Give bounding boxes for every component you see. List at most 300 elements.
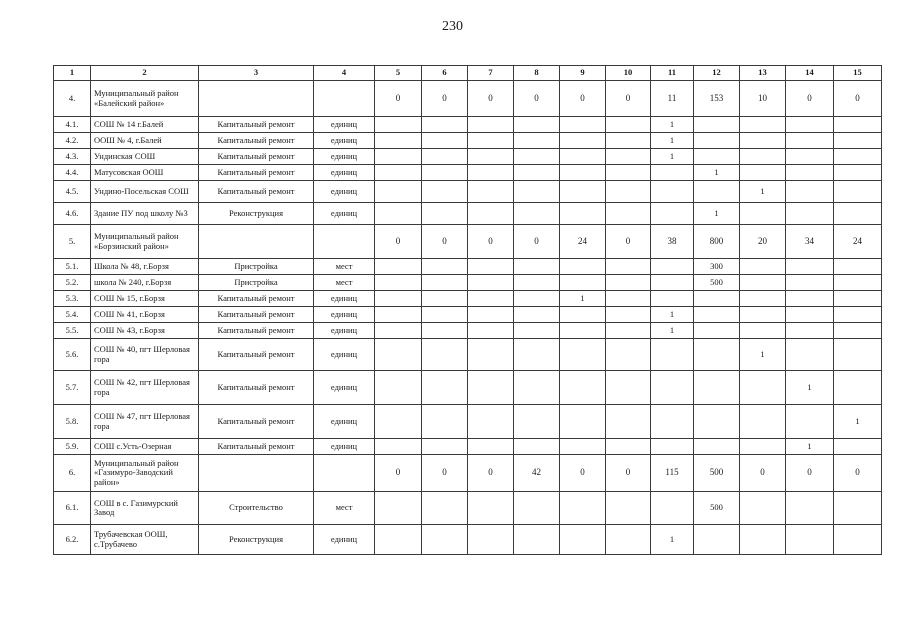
table-cell	[514, 291, 560, 307]
table-cell	[199, 81, 314, 117]
table-cell: Ундинская СОШ	[91, 149, 199, 165]
table-cell: 1	[834, 405, 882, 439]
table-cell	[694, 291, 740, 307]
table-cell: 0	[422, 455, 468, 492]
table-cell: 0	[375, 455, 422, 492]
column-header-13: 13	[740, 66, 786, 81]
table-row	[54, 405, 882, 439]
column-header-10: 10	[606, 66, 651, 81]
table-cell	[514, 165, 560, 181]
table-cell	[422, 259, 468, 275]
table-cell: единиц	[314, 181, 375, 203]
table-cell: 1	[786, 439, 834, 455]
table-cell	[375, 405, 422, 439]
table-cell	[560, 307, 606, 323]
table-cell: 5.2.	[54, 275, 91, 291]
table-cell	[560, 149, 606, 165]
table-row	[54, 307, 882, 323]
table-cell	[560, 405, 606, 439]
table-cell	[422, 323, 468, 339]
table-cell	[740, 149, 786, 165]
table-cell	[834, 133, 882, 149]
table-cell	[606, 525, 651, 555]
table-cell: 115	[651, 455, 694, 492]
table-cell: единиц	[314, 323, 375, 339]
table-cell	[468, 525, 514, 555]
table-cell	[834, 259, 882, 275]
table-cell: 4.	[54, 81, 91, 117]
table-cell: единиц	[314, 203, 375, 225]
table-cell: 4.2.	[54, 133, 91, 149]
table-cell	[834, 203, 882, 225]
table-cell	[514, 339, 560, 371]
table-cell	[514, 371, 560, 405]
table-cell	[740, 525, 786, 555]
table-cell	[422, 133, 468, 149]
table-cell	[560, 339, 606, 371]
table-cell: СОШ № 15, г.Борзя	[91, 291, 199, 307]
table-cell: Трубачевская ООШ, с.Трубачево	[91, 525, 199, 555]
table-cell	[606, 371, 651, 405]
table-cell	[606, 181, 651, 203]
table-row	[54, 181, 882, 203]
table-cell	[606, 275, 651, 291]
table-cell	[468, 307, 514, 323]
table-cell	[560, 275, 606, 291]
table-cell	[468, 323, 514, 339]
table-cell	[786, 492, 834, 525]
table-cell: 1	[560, 291, 606, 307]
table-cell: 1	[651, 117, 694, 133]
table-cell: 4.4.	[54, 165, 91, 181]
column-header-3: 3	[199, 66, 314, 81]
table-cell: 0	[606, 81, 651, 117]
table-cell	[786, 149, 834, 165]
table-cell: 6.	[54, 455, 91, 492]
table-cell	[740, 259, 786, 275]
table-cell	[422, 339, 468, 371]
table-cell	[694, 117, 740, 133]
table-cell: Пристройка	[199, 275, 314, 291]
table-cell	[468, 339, 514, 371]
table-cell	[514, 181, 560, 203]
table-cell	[514, 133, 560, 149]
table-cell: 0	[375, 81, 422, 117]
table-cell: 153	[694, 81, 740, 117]
table-cell	[422, 291, 468, 307]
table-cell	[740, 165, 786, 181]
table-cell	[651, 291, 694, 307]
table-row	[54, 275, 882, 291]
table-cell: Школа № 48, г.Борзя	[91, 259, 199, 275]
table-cell	[740, 307, 786, 323]
table-row	[54, 525, 882, 555]
table-cell	[740, 405, 786, 439]
table-cell: 300	[694, 259, 740, 275]
table-cell	[651, 439, 694, 455]
table-cell	[694, 439, 740, 455]
table-cell	[834, 291, 882, 307]
table-cell	[786, 525, 834, 555]
table-cell: единиц	[314, 165, 375, 181]
table-cell	[834, 275, 882, 291]
table-cell	[560, 525, 606, 555]
table-cell	[422, 492, 468, 525]
table-row	[54, 492, 882, 525]
table-cell: 0	[468, 225, 514, 259]
table-cell	[786, 339, 834, 371]
table-cell: 5.6.	[54, 339, 91, 371]
table-cell	[314, 225, 375, 259]
table-cell	[422, 165, 468, 181]
table-cell	[606, 117, 651, 133]
table-cell	[314, 455, 375, 492]
table-cell	[375, 371, 422, 405]
table-cell: СОШ № 42, пгт Шерловая гора	[91, 371, 199, 405]
table-cell: Реконструкция	[199, 525, 314, 555]
table-cell	[740, 371, 786, 405]
table-cell	[694, 133, 740, 149]
table-cell: 10	[740, 81, 786, 117]
table-cell: Капитальный ремонт	[199, 371, 314, 405]
table-cell: 5.4.	[54, 307, 91, 323]
table-cell	[468, 291, 514, 307]
table-cell: 5.7.	[54, 371, 91, 405]
table-cell: 0	[786, 81, 834, 117]
table-cell	[740, 291, 786, 307]
table-cell	[560, 165, 606, 181]
table-cell: 0	[514, 81, 560, 117]
table-cell	[560, 492, 606, 525]
table-cell	[834, 371, 882, 405]
table-cell: 1	[651, 133, 694, 149]
table-cell: 0	[834, 455, 882, 492]
table-cell: 0	[834, 81, 882, 117]
table-cell: 500	[694, 492, 740, 525]
table-row	[54, 81, 882, 117]
column-header-7: 7	[468, 66, 514, 81]
table-row	[54, 455, 882, 492]
table-cell	[468, 259, 514, 275]
table-cell: 1	[740, 181, 786, 203]
table-cell	[560, 371, 606, 405]
table-cell	[786, 259, 834, 275]
table-cell: Капитальный ремонт	[199, 405, 314, 439]
table-cell	[694, 149, 740, 165]
table-cell	[375, 165, 422, 181]
table-cell	[560, 203, 606, 225]
table-cell: 4.6.	[54, 203, 91, 225]
table-cell	[422, 181, 468, 203]
table-cell	[651, 165, 694, 181]
table-cell	[786, 203, 834, 225]
table-cell	[786, 275, 834, 291]
table-cell: Строительство	[199, 492, 314, 525]
table-row	[54, 339, 882, 371]
table-cell	[606, 259, 651, 275]
table-cell	[606, 307, 651, 323]
table-cell: 5.	[54, 225, 91, 259]
table-cell: 6.1.	[54, 492, 91, 525]
table-cell	[514, 323, 560, 339]
table-cell: Здание ПУ под школу №3	[91, 203, 199, 225]
column-header-6: 6	[422, 66, 468, 81]
table-cell	[514, 405, 560, 439]
column-header-15: 15	[834, 66, 882, 81]
table-cell	[694, 371, 740, 405]
table-cell	[694, 405, 740, 439]
table-cell: единиц	[314, 307, 375, 323]
table-cell	[651, 405, 694, 439]
table-cell: Ундино-Посельская СОШ	[91, 181, 199, 203]
table-cell: 1	[694, 203, 740, 225]
table-cell: Капитальный ремонт	[199, 291, 314, 307]
table-row	[54, 149, 882, 165]
table-cell	[606, 165, 651, 181]
table-cell	[375, 323, 422, 339]
table-cell	[514, 149, 560, 165]
table-cell: Муниципальный район «Борзинский район»	[91, 225, 199, 259]
table-cell	[560, 117, 606, 133]
table-cell	[375, 149, 422, 165]
table-cell	[606, 203, 651, 225]
table-cell: Капитальный ремонт	[199, 133, 314, 149]
table-cell	[834, 439, 882, 455]
table-cell	[834, 339, 882, 371]
table-cell: 0	[514, 225, 560, 259]
column-header-11: 11	[651, 66, 694, 81]
table-cell	[514, 525, 560, 555]
table-cell	[740, 439, 786, 455]
table-cell: Капитальный ремонт	[199, 439, 314, 455]
table-row	[54, 225, 882, 259]
table-cell	[786, 291, 834, 307]
table-cell	[199, 225, 314, 259]
table-cell: школа № 240, г.Борзя	[91, 275, 199, 291]
table-cell	[560, 259, 606, 275]
table-cell: 0	[560, 455, 606, 492]
table-cell	[375, 203, 422, 225]
table-cell: Капитальный ремонт	[199, 181, 314, 203]
table-cell	[375, 117, 422, 133]
table-cell	[740, 275, 786, 291]
column-header-4: 4	[314, 66, 375, 81]
table-cell	[740, 323, 786, 339]
table-cell: единиц	[314, 525, 375, 555]
table-cell: 5.8.	[54, 405, 91, 439]
table-cell	[468, 133, 514, 149]
table-cell: Капитальный ремонт	[199, 149, 314, 165]
table-cell	[606, 439, 651, 455]
table-cell: мест	[314, 275, 375, 291]
table-row	[54, 439, 882, 455]
page-number: 230	[442, 19, 463, 34]
table-cell	[422, 117, 468, 133]
table-cell: Муниципальный район «Газимуро-Заводский район»	[91, 455, 199, 492]
table-cell	[514, 203, 560, 225]
table-cell: 0	[468, 81, 514, 117]
table-cell: 0	[606, 225, 651, 259]
table-cell	[694, 339, 740, 371]
table-cell: 1	[694, 165, 740, 181]
column-header-9: 9	[560, 66, 606, 81]
table-cell	[375, 307, 422, 323]
table-cell: единиц	[314, 339, 375, 371]
table-cell	[514, 307, 560, 323]
table-cell: единиц	[314, 291, 375, 307]
table-cell: 4.5.	[54, 181, 91, 203]
table-cell	[606, 405, 651, 439]
table-row	[54, 291, 882, 307]
data-table	[53, 65, 882, 555]
table-cell: единиц	[314, 149, 375, 165]
table-cell: мест	[314, 259, 375, 275]
table-row	[54, 117, 882, 133]
table-cell: Капитальный ремонт	[199, 323, 314, 339]
table-cell	[314, 81, 375, 117]
table-cell: 34	[786, 225, 834, 259]
table-cell: 500	[694, 275, 740, 291]
table-cell: СОШ № 47, пгт Шерловая гора	[91, 405, 199, 439]
table-cell: 1	[651, 525, 694, 555]
table-cell	[786, 323, 834, 339]
table-cell	[468, 181, 514, 203]
table-cell	[834, 492, 882, 525]
table-cell	[514, 439, 560, 455]
table-cell	[468, 275, 514, 291]
table-cell	[694, 525, 740, 555]
table-cell	[834, 525, 882, 555]
table-cell	[468, 371, 514, 405]
table-cell	[740, 203, 786, 225]
table-cell: ООШ № 4, г.Балей	[91, 133, 199, 149]
table-row	[54, 133, 882, 149]
table-cell	[422, 439, 468, 455]
table-cell: 4.1.	[54, 117, 91, 133]
table-cell	[422, 525, 468, 555]
table-cell	[468, 405, 514, 439]
table-cell: единиц	[314, 439, 375, 455]
table-cell	[834, 181, 882, 203]
table-cell	[468, 203, 514, 225]
table-cell	[375, 275, 422, 291]
table-cell: СОШ № 43, г.Борзя	[91, 323, 199, 339]
table-cell	[740, 117, 786, 133]
table-cell	[560, 133, 606, 149]
table-cell	[560, 181, 606, 203]
table-row	[54, 371, 882, 405]
table-cell: 1	[651, 307, 694, 323]
table-cell	[514, 259, 560, 275]
table-cell: мест	[314, 492, 375, 525]
table-cell: Капитальный ремонт	[199, 339, 314, 371]
table-cell	[375, 291, 422, 307]
table-cell	[651, 275, 694, 291]
table-cell: СОШ № 40, пгт Шерловая гора	[91, 339, 199, 371]
table-row	[54, 323, 882, 339]
table-cell: 0	[468, 455, 514, 492]
column-header-2: 2	[91, 66, 199, 81]
table-cell	[375, 181, 422, 203]
table-cell	[786, 405, 834, 439]
table-cell	[651, 203, 694, 225]
table-cell: СОШ с.Усть-Озерная	[91, 439, 199, 455]
table-cell: 4.3.	[54, 149, 91, 165]
table-cell	[740, 492, 786, 525]
table-header	[54, 66, 882, 81]
table-cell	[422, 203, 468, 225]
table-cell: 0	[375, 225, 422, 259]
table-cell	[694, 323, 740, 339]
header-row	[54, 66, 882, 81]
table-cell	[560, 323, 606, 339]
table-cell	[560, 439, 606, 455]
table-cell	[606, 149, 651, 165]
table-cell	[786, 133, 834, 149]
table-cell	[514, 117, 560, 133]
table-cell	[468, 492, 514, 525]
table-cell	[422, 149, 468, 165]
column-header-1: 1	[54, 66, 91, 81]
table-cell: 1	[786, 371, 834, 405]
table-cell: Пристройка	[199, 259, 314, 275]
table-cell: единиц	[314, 371, 375, 405]
table-cell: Капитальный ремонт	[199, 117, 314, 133]
table-cell	[606, 291, 651, 307]
table-cell	[468, 165, 514, 181]
table-cell: Муниципальный район «Балейский район»	[91, 81, 199, 117]
table-cell	[375, 492, 422, 525]
table-cell	[740, 133, 786, 149]
table-cell: единиц	[314, 405, 375, 439]
table-row	[54, 259, 882, 275]
table-cell	[199, 455, 314, 492]
table-cell: 1	[740, 339, 786, 371]
table-cell	[694, 181, 740, 203]
table-cell	[834, 307, 882, 323]
column-header-12: 12	[694, 66, 740, 81]
table-cell	[514, 492, 560, 525]
table-cell: 1	[651, 323, 694, 339]
table-cell	[468, 149, 514, 165]
table-cell	[375, 259, 422, 275]
table-cell: 0	[422, 81, 468, 117]
table-cell: 20	[740, 225, 786, 259]
table-cell	[422, 371, 468, 405]
table-cell	[606, 323, 651, 339]
table-cell	[834, 323, 882, 339]
column-header-5: 5	[375, 66, 422, 81]
table-cell: 5.1.	[54, 259, 91, 275]
table-cell: СОШ № 14 г.Балей	[91, 117, 199, 133]
table-cell	[514, 275, 560, 291]
table-cell: 0	[560, 81, 606, 117]
column-header-14: 14	[786, 66, 834, 81]
table-cell	[834, 165, 882, 181]
table-cell	[606, 133, 651, 149]
table-cell: 0	[422, 225, 468, 259]
table-cell: единиц	[314, 117, 375, 133]
table-cell: СОШ № 41, г.Борзя	[91, 307, 199, 323]
table-cell: 6.2.	[54, 525, 91, 555]
table-cell	[834, 117, 882, 133]
table-cell: 0	[786, 455, 834, 492]
table-cell	[651, 371, 694, 405]
table-cell: СОШ в с. Газимурский Завод	[91, 492, 199, 525]
table-cell	[422, 307, 468, 323]
table-cell	[786, 181, 834, 203]
table-cell: 42	[514, 455, 560, 492]
